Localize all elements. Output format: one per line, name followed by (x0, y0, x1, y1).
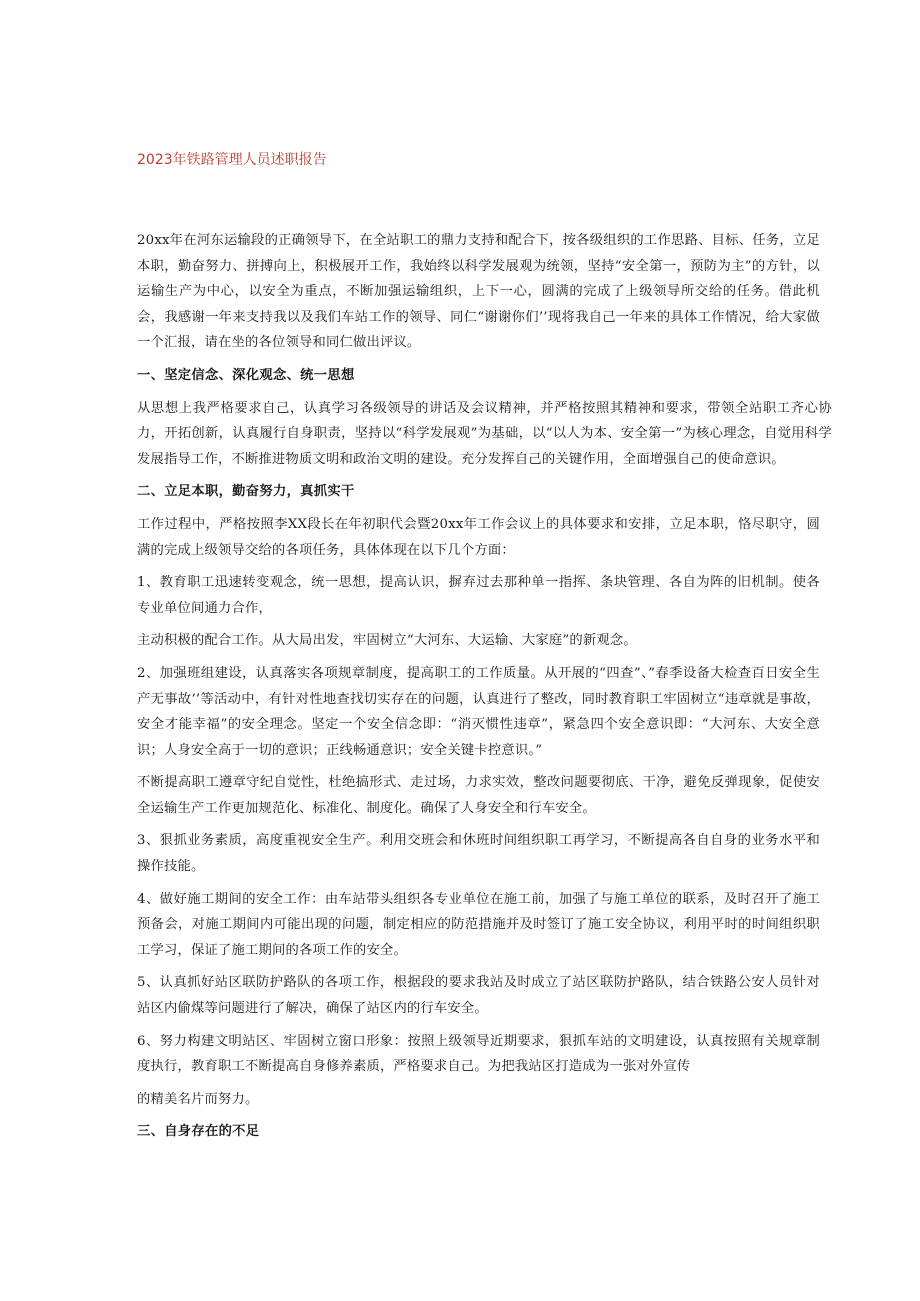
section-2-intro-paragraph: 工作过程中，严格按照李XX段长在年初职代会暨20xx年工作会议上的具体要求和安排，立足本职，恪尽职守，圆满的完成上级领导交给的各项任务，具体体现在以下几个方面： (137, 516, 820, 558)
intro-paragraph: 20xx年在河东运输段的正确领导下，在全站职工的鼎力支持和配合下，按各级组织的工作思路、目标、任务，立足本职，勤奋努力、拼搏向上，积极展开工作，我始终以科学发展观为统领，坚持“安全第一，预防为主”的方针，以运输生产为中心，以安全为重点，不断加强运输组织，上下一心，圆满的完成了上级领导所交给的任务。借此机会，我感谢一年来支持我以及我们车站工作的领导、同仁“谢谢你们’’现将我自己一年来的具体工作情况，给大家做一个汇报，请在坐的各位领导和同仁做出评议。 (137, 233, 820, 351)
item-5-paragraph: 5、认真抓好站区联防护路队的各项工作，根据段的要求我站及时成立了站区联防护路队，结合铁路公安人员针对站区内偷煤等问题进行了解决，确保了站区内的行车安全。 (137, 975, 820, 1017)
item-1-continuation: 主动积极的配合工作。从大局出发，牢固树立“大河东、大运输、大家庭”的新观念。 (137, 633, 637, 649)
document-title: 2023年铁路管理人员述职报告 (137, 152, 327, 168)
item-6-continuation: 的精美名片而努力。 (137, 1091, 259, 1107)
section-heading-3: 三、自身存在的不足 (137, 1124, 260, 1140)
item-1-paragraph: 1、教育职工迅速转变观念，统一思想，提高认识，摒弃过去那种单一指挥、条块管理、各自为阵的旧机制。使各专业单位间通力合作， (137, 575, 820, 616)
item-4-paragraph: 4、做好施工期间的安全工作：由车站带头组织各专业单位在施工前，加强了与施工单位的联系，及时召开了施工预备会，对施工期间内可能出现的问题，制定相应的防范措施并及时签订了施工安全协议，利用平时的时间组织职工学习，保证了施工期间的各项工作的安全。 (137, 891, 820, 958)
section-heading-2: 二、立足本职，勤奋努力，真抓实干 (137, 484, 355, 500)
section-heading-1: 一、坚定信念、深化观念、统一思想 (137, 367, 355, 383)
item-2-paragraph: 2、加强班组建设，认真落实各项规章制度，提高职工的工作质量。从开展的“四查”、”春季设备大检查百日安全生产无事故’’等活动中，有针对性地查找切实存在的问题，认真进行了整改，同时教育职工牢固树立“违章就是事故，安全才能幸福”的安全理念。坚定一个安全信念即：“消灭惯性违章”，紧急四个安全意识即：“大河东、大安全意识；人身安全高于一切的意识；正线畅通意识；安全关键卡控意识。” (137, 665, 820, 758)
document-body (137, 228, 832, 1152)
item-2-continuation: 不断提高职工遵章守纪自觉性，杜绝搞形式、走过场，力求实效，整改问题要彻底、干净，避免反弹现象，促使安全运输生产工作更加规范化、标准化、制度化。确保了人身安全和行车安全。 (137, 775, 820, 816)
section-1-paragraph: 从思想上我严格要求自己，认真学习各级领导的讲话及会议精神，并严格按照其精神和要求，带领全站职工齐心协力，开拓创新，认真履行自身职责，坚持以“科学发展观”为基础，以“以人为本、安全第一”为核心理念，自觉用科学发展指导工作，不断推进物质文明和政治文明的建设。充分发挥自己的关键作用，全面增强自己的使命意识。 (137, 400, 832, 467)
item-6-paragraph: 6、努力构建文明站区、牢固树立窗口形象：按照上级领导近期要求，狠抓车站的文明建设，认真按照有关规章制度执行，教育职工不断提高自身修养素质，严格要求自己。为把我站区打造成为一张对外宣传 (137, 1033, 820, 1075)
item-3-paragraph: 3、狠抓业务素质，高度重视安全生产。利用交班会和休班时间组织职工再学习，不断提高各自自身的业务水平和操作技能。 (137, 833, 820, 875)
